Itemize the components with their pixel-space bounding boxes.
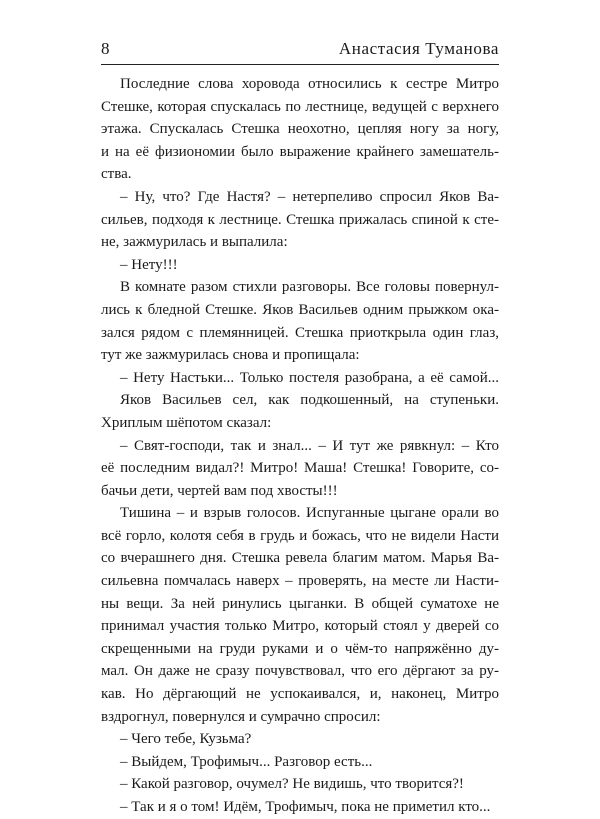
text-line: – Нету Настьки... Только постеля разобрана, а её самой...: [120, 369, 499, 386]
text-line: – Выйдем, Трофимыч... Разговор есть...: [120, 753, 373, 770]
text-line: этажа. Спускалась Стешка неохотно, цепляя ногу за ногу,: [101, 121, 499, 138]
text-line: – Так и я о том! Идём, Трофимыч, пока не приметил кто...: [120, 799, 491, 815]
text-line: тут же зажмурилась снова и пропищала:: [101, 347, 360, 364]
text-line: – Свят-господи, так и знал... – И тут же рявкнул: – Кто: [120, 437, 499, 454]
text-line: – Нету!!!: [120, 256, 178, 273]
text-line: лись к бледной Стешке. Яков Васильев одним прыжком ока-: [101, 301, 499, 318]
page-number: 8: [101, 39, 110, 58]
running-head-author: Анастасия Туманова: [338, 39, 499, 58]
text-line: скрещенными на груди руками и о чём-то напряжённо ду-: [101, 640, 499, 657]
text-line: – Чего тебе, Кузьма?: [120, 731, 252, 748]
text-line: всё горло, колотя себя в грудь и божась, что не видели Насти: [101, 527, 499, 544]
text-line: принимал участия только Митро, который стоял у дверей со: [101, 618, 499, 635]
text-line: со вчерашнего дня. Стешка ревела благим матом. Марья Ва-: [101, 550, 499, 567]
text-line: сильев, подходя к лестнице. Стешка прижалась спиной к сте-: [101, 211, 499, 228]
header-rule: [101, 64, 499, 65]
text-line: Стешке, которая спускалась по лестнице, ведущей с верхнего: [101, 98, 499, 115]
text-line: мал. Он даже не сразу почувствовал, что его дёргают за ру-: [101, 663, 499, 680]
text-line: сильевна помчалась наверх – проверять, на месте ли Насти-: [101, 573, 499, 590]
text-line: бачьи дети, чертей вам под хвосты!!!: [101, 482, 338, 499]
text-line: не, зажмурилась и выпалила:: [101, 234, 288, 251]
text-line: – Какой разговор, очумел? Не видишь, что творится?!: [120, 776, 464, 793]
text-line: и на её физиономии было выражение крайнего замешатель-: [101, 143, 499, 160]
body-text: [101, 73, 499, 819]
text-line: В комнате разом стихли разговоры. Все головы повернул-: [120, 279, 499, 296]
text-line: Тишина – и взрыв голосов. Испуганные цыгане орали во: [120, 505, 499, 522]
text-line: Последние слова хоровода относились к сестре Митро: [120, 76, 499, 92]
text-line: зался рядом с племянницей. Стешка приоткрыла один глаз,: [101, 324, 499, 341]
text-line: ства.: [101, 166, 132, 183]
text-line: кав. Но дёргающий не успокаивался, и, наконец, Митро: [101, 686, 499, 703]
text-line: Яков Васильев сел, как подкошенный, на ступеньки.: [120, 392, 499, 409]
text-line: Хриплым шёпотом сказал:: [101, 414, 272, 431]
text-line: – Ну, что? Где Настя? – нетерпеливо спросил Яков Ва-: [120, 188, 499, 205]
running-header: [101, 38, 499, 60]
text-line: её последним видал?! Митро! Маша! Стешка! Говорите, со-: [101, 460, 499, 477]
text-line: вздрогнул, повернулся и сумрачно спросил:: [101, 708, 381, 725]
text-line: ны вещи. За ней ринулись цыганки. В общей суматохе не: [101, 595, 499, 612]
